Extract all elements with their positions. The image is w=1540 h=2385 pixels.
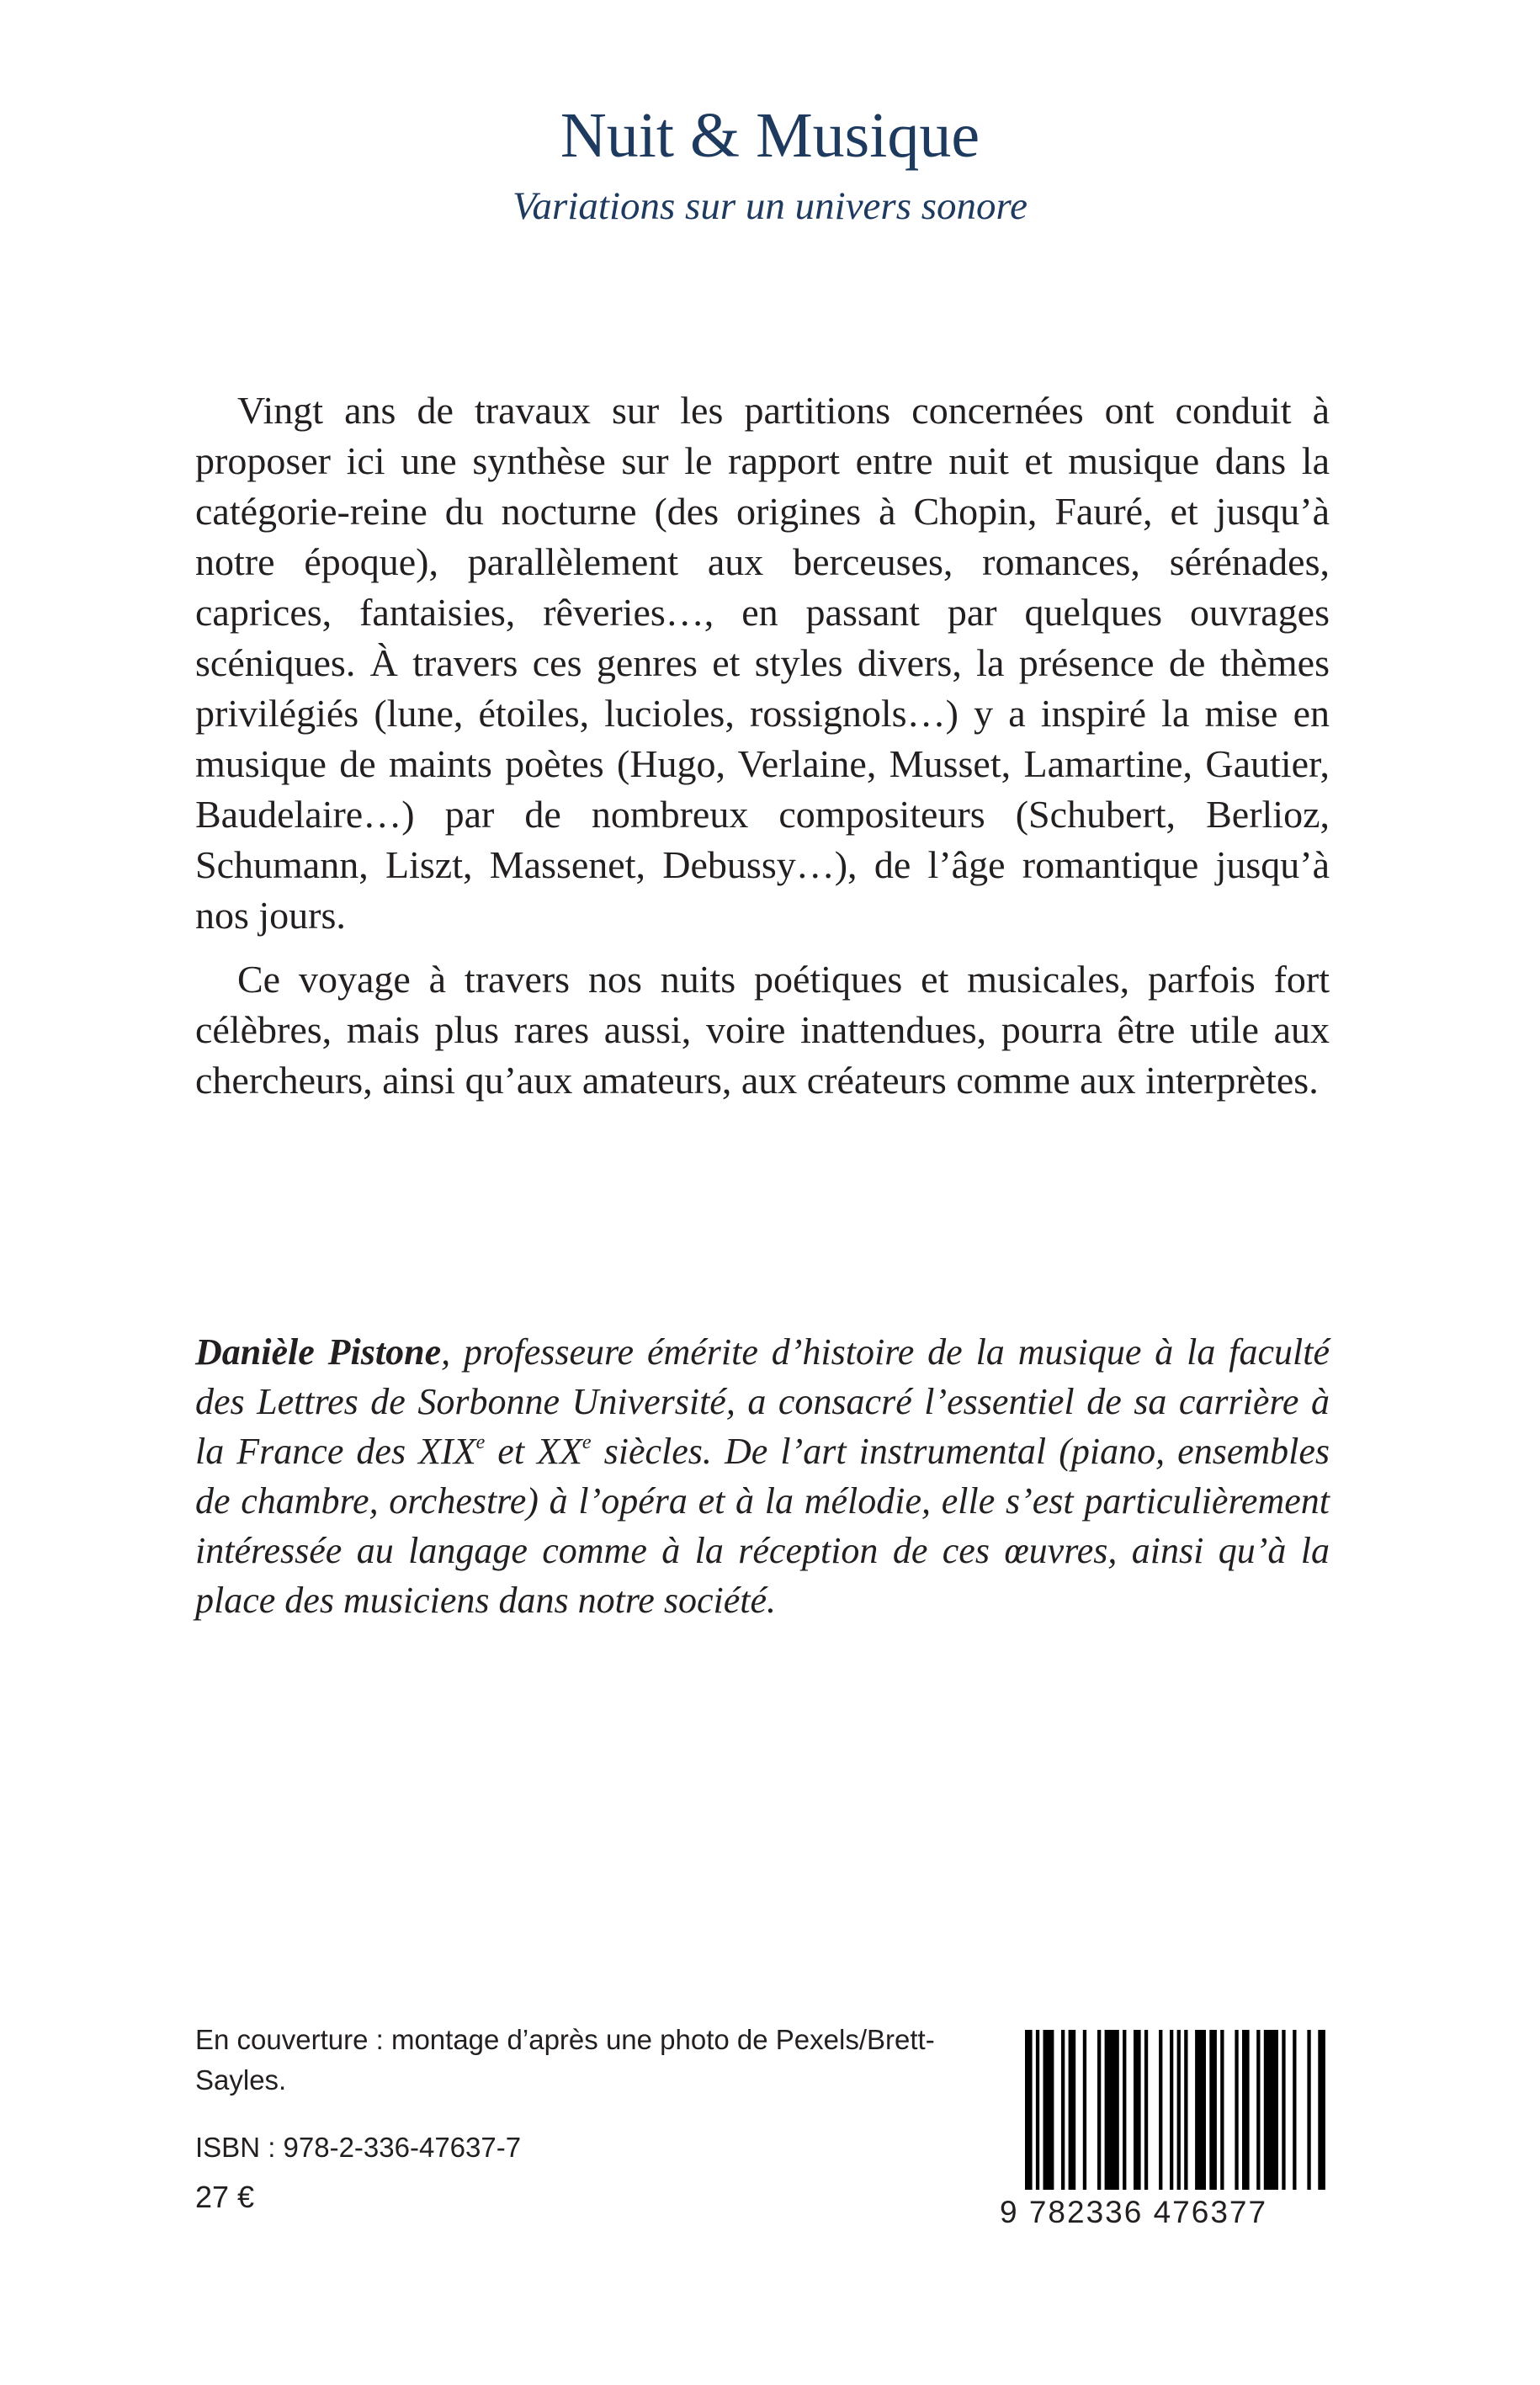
barcode-bar <box>1184 2030 1187 2190</box>
barcode-bar <box>1083 2030 1086 2190</box>
bio-text: , professeure émérite d’histoire de la musique à la faculté des Lettres de Sorbonne Université, a consacré l’essentiel de sa carrière à la France des XIX <box>195 1331 1330 1472</box>
description <box>195 385 1330 1119</box>
barcode-icon <box>1000 2030 1333 2198</box>
barcode-bar <box>1061 2030 1065 2190</box>
bio-text: et XX <box>485 1431 582 1472</box>
barcode-bar <box>1307 2030 1310 2190</box>
author-name: Danièle Pistone <box>195 1331 442 1373</box>
barcode-bar <box>1318 2030 1325 2190</box>
barcode-bar <box>1293 2030 1296 2190</box>
barcode-bar <box>1256 2030 1260 2190</box>
barcode-bar <box>1123 2030 1126 2190</box>
bio-superscript: e <box>581 1432 592 1453</box>
barcode-bar <box>1282 2030 1285 2190</box>
isbn: ISBN : 978-2-336-47637-7 <box>195 2132 522 2163</box>
barcode-bar <box>1134 2030 1141 2190</box>
barcode-bar <box>1159 2030 1162 2190</box>
price: 27 € <box>195 2180 255 2214</box>
barcode-bar <box>1025 2030 1033 2190</box>
barcode <box>1000 2030 1333 2229</box>
description-paragraph: Vingt ans de travaux sur les partitions concernées ont conduit à proposer ici une synthèse sur le rapport entre nuit et musique dans la catégorie-reine du nocturne (des origines à Chopin, Fauré, et jusqu’à notre époque), parallèlement aux berceuses, romances, sérénades, caprices, fantaisies, rêveries…, en passant par quelques ouvrages scéniques. À travers ces genres et styles divers, la présence de thèmes privilégiés (lune, étoiles, lucioles, rossignols…) y a inspiré la mise en musique de maints poètes (Hugo, Verlaine, Musset, Lamartine, Gautier, Baudelaire…) par de nombreux compositeurs (Schubert, Berlioz, Schumann, Liszt, Massenet, Debussy…), de l’âge romantique jusqu’à nos jours. <box>195 389 1330 937</box>
barcode-bar <box>1105 2030 1119 2190</box>
cover-credit: En couverture : montage d’après une photo de Pexels/Brett-Sayles. <box>195 2024 935 2096</box>
book-title: Nuit & Musique <box>560 100 980 171</box>
barcode-bar <box>1144 2030 1148 2190</box>
barcode-bar <box>1177 2030 1181 2190</box>
barcode-bar <box>1170 2030 1173 2190</box>
book-subtitle: Variations sur un univers sonore <box>512 184 1028 228</box>
barcode-bar <box>1264 2030 1278 2190</box>
bio-superscript: e <box>475 1432 486 1453</box>
barcode-bar <box>1235 2030 1238 2190</box>
barcode-bar <box>1195 2030 1206 2190</box>
barcode-bar <box>1069 2030 1076 2190</box>
barcode-bar <box>1043 2030 1054 2190</box>
barcode-bar <box>1097 2030 1101 2190</box>
barcode-digits: 9 782336 476377 <box>1000 2195 1268 2229</box>
description-paragraph: Ce voyage à travers nos nuits poétiques et musicales, parfois fort célèbres, mais plus rares aussi, voire inattendues, pourra être utile aux chercheurs, ainsi qu’aux amateurs, aux créateurs comme aux interprètes. <box>195 958 1330 1102</box>
bio-text: siècles. De l’art instrumental (piano, ensembles de chambre, orchestre) à l’opéra et à la mélodie, elle s’est particulièrement intéressée au langage comme à la réception de ces œuvres, ainsi qu’à la place des musiciens dans notre société. <box>195 1431 1330 1621</box>
barcode-bar <box>1036 2030 1039 2190</box>
barcode-bar <box>1209 2030 1217 2190</box>
barcode-bar <box>1242 2030 1250 2190</box>
barcode-bar <box>1220 2030 1224 2190</box>
author-bio <box>195 1327 1330 1625</box>
